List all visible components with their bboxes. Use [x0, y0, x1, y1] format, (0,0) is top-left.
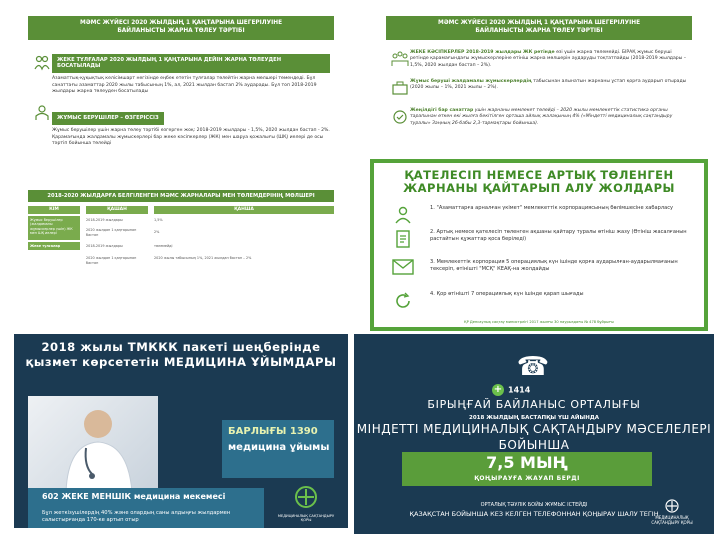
refund-step-3 [388, 259, 694, 281]
table-cell: 2018-2019 жылдары [86, 244, 123, 248]
refund-step-text: 4. Қор өтінішті 7 операциялық күн ішінде қарап шығады [430, 291, 584, 297]
fund-logo-text: МЕДИЦИНАЛЫҚ САҚТАНДЫРУ ҚОРЫ [651, 515, 693, 525]
slide-refund-ways[interactable] [370, 159, 708, 331]
total-label: медицина ұйымы [228, 442, 330, 453]
refund-step-text: 3. Мемлекеттік корпорация 5 операциялық күн ішінде қорға аударылған-аударылмағанын тексеріп, өтінішті "МСҚ" КЕАҚ-на жолдайды [430, 259, 678, 273]
slide-medical-organizations[interactable] [14, 334, 348, 528]
free-call-text: ҚАЗАҚСТАН БОЙЫНША КЕЗ КЕЛГЕН ТЕЛЕФОННАН ҚОҢЫРАУ ШАЛУ ТЕГІН [409, 510, 659, 518]
slide-header: МӘМС ЖҮЙЕСІ 2020 ЖЫЛДЫҢ 1 ҚАҢТАРЫНА ШЕГЕРІЛУІНЕ БАЙЛАНЫСТЫ ЖАРНА ТӨЛЕУ ТӘРТІБІ [386, 16, 692, 40]
entrepreneurs-lead: ЖЕКЕ КӘСІПКЕРЛЕР 2018-2019 жылдары ЖК ретінде [410, 49, 555, 55]
private-box [28, 488, 264, 528]
hotline-number-text: 1414 [508, 385, 531, 395]
contact-center-title: БІРЫҢҒАЙ БАЙЛАНЫС ОРТАЛЫҒЫ [427, 398, 641, 411]
employers-title: ЖҰМЫС БЕРУШІЛЕР – ӨЗГЕРІССІЗ [52, 112, 164, 125]
table-cell: 1,5% [154, 218, 163, 222]
refund-step-2 [388, 229, 694, 251]
table-cell: 2020 жылы табысының 1%, 2021 жылдан бастап – 2% [154, 256, 252, 260]
calls-label: ҚОҢЫРАУҒА ЖАУАП БЕРДІ [474, 475, 580, 482]
person-icon [388, 205, 418, 227]
doctor-image [28, 396, 158, 492]
entrepreneurs-text: өзі үшін жарна төлемейді. БІРАҚ жұмыс беруші ретінде қарамағындағы жұмыскерлеріне өтініш жарна мөлшерін аударуды тоқтатпайды (2018-2019 жылдары – 1,5%, 2020 жылдан бастап – 2%). [410, 49, 687, 68]
slide-contribution-order-1[interactable] [14, 2, 348, 160]
slide-contribution-order-2[interactable] [372, 2, 706, 160]
fund-logo [276, 484, 336, 524]
calls-value: 7,5 МЫҢ [486, 453, 568, 472]
employers-text: Жұмыс берушілер үшін жарна төлеу тәртібі өзгерген жоқ: 2018-2019 жылдары - 1,5%, 2020 жылдан бастап - 2%. Қарамағында жалдамалы жұмыскерлері бар жеке кәсіпкерлер (ЖК) мен шаруа қожалығы (ШҚ) иелері де осы тәртіп бойынша төлейді [52, 127, 330, 147]
table-cell: 2% [154, 230, 160, 234]
total-count: БАРЛЫҒЫ 1390 [228, 426, 318, 437]
table-title: 2018-2020 ЖЫЛДАРҒА БЕЛГІЛЕНГЕН МӘМС ЖАРНАЛАРЫ МЕН ТӨЛЕМДЕРІНІҢ МӨЛШЕРІ [28, 190, 334, 202]
col-header-when: ҚАШАН [86, 206, 148, 214]
hotline-number [492, 384, 530, 396]
total-box [222, 420, 334, 478]
mail-icon [388, 259, 418, 281]
table-cell: төлемейді [154, 244, 173, 248]
table-cell: 2020 жылдан 1 қаңтарынан бастап [86, 228, 137, 238]
period-text: 2018 ЖЫЛДЫҢ БАСТАПҚЫ ҮШ АЙЫНДА [469, 415, 599, 421]
calls-box [402, 452, 652, 486]
who-employers: Жұмыс берушілер (жалдамалы жұмыскерлер үшін) ЖК мен ШҚ иелері [28, 216, 80, 240]
refund-step-text: 1. "Азаматтарға арналған үкімет" мемлекеттік корпорациясының бөлімшесіне хабарласу [430, 205, 674, 211]
people-icon [32, 54, 52, 96]
privileged-text: үшін жарнаны мемлекет төлейді – 2020 жылы мемлекеттік статистика органы тарапынан өткен екі жылға бекітілген орташа айлық жалақының 4% («Міндетті медициналық сақтандыру туралы» Заңның 26-бабы 2,3-тармақтары бойынша). [410, 107, 673, 126]
slide-header: МӘМС ЖҮЙЕСІ 2020 ЖЫЛДЫҢ 1 ҚАҢТАРЫНА ШЕГЕРІЛУІНЕ БАЙЛАНЫСТЫ ЖАРНА ТӨЛЕУ ТӘРТІБІ [28, 16, 334, 40]
organizations-title: 2018 жылы ТМККК пакеті шеңберінде қызмет көрсететін МЕДИЦИНА ҰЙЫМДАРЫ [25, 340, 337, 370]
private-count: 602 ЖЕКЕ МЕНШІК медицина мекемесі [42, 492, 226, 501]
who-individuals: Жеке тұлғалар [28, 242, 80, 250]
privileged-lead: Жеңілдігі бар санаттар [410, 107, 474, 113]
slide-contribution-table[interactable] [14, 186, 348, 320]
col-header-how-much: ҚАНША [154, 206, 334, 214]
table-cell: 2020 жылдан 1 қаңтарынан бастап [86, 256, 137, 266]
refresh-icon [388, 291, 418, 313]
refund-step-text: 2. Артық немесе қателесіп төленген ақшаны қайтару туралы өтініш жазу (Өтініш жасалғанын растайтын құжаттар қоса беріледі) [430, 229, 687, 243]
employers-text: табысынан алынатын жарнаны ұстап қорға аударып отырады (2020 жылы – 1%, 2021 жылы – 2%). [410, 78, 687, 91]
table-cell: 2018-2019 жылдары [86, 218, 123, 222]
refund-title: ҚАТЕЛЕСІП НЕМЕСЕ АРТЫҚ ТӨЛЕНГЕН ЖАРНАНЫ ҚАЙТАРЫП АЛУ ЖОЛДАРЫ [403, 168, 675, 196]
refund-step-4 [388, 291, 694, 313]
benefit-icon [390, 108, 410, 131]
refund-footer: ҚР Денсаулық сақтау министрлігі 2017 жылғы 30 наурыздағы № 478 бұйрығы [464, 320, 614, 324]
refund-step-1 [388, 205, 694, 227]
individuals-text: Азаматтық-құқықтық келісімшарт негізінде еңбек ететін тұлғалар төлейтін жарна мөлшері төмендеді. Бұл санаттағы азаматтар 2020 жылы табысының 1%, ал, 2021 жылдан бастап 2% аударады. Бұл топ 2018-2019 жылдары жарна төлеуден босатылады [52, 76, 317, 95]
fund-logo [646, 498, 698, 528]
employers-lead: Жұмыс беруші жалдамалы жұмыскерлердің [410, 78, 532, 84]
fund-logo-text: МЕДИЦИНАЛЫҚ САҚТАНДЫРУ ҚОРЫ [277, 514, 335, 523]
hours-text: ОРТАЛЫҚ ТӘУЛІК БОЙЫ ЖҰМЫС ІСТЕЙДІ [480, 502, 588, 508]
private-text: Бұл жеткізушілердің 40% жәнe олардың саны алдыңғы жылдармен салыстырғанда 170-ке артып отыр [42, 510, 231, 524]
contribution-table [28, 206, 334, 320]
document-icon [388, 229, 418, 251]
slide-contact-center[interactable] [354, 334, 714, 534]
plus-icon: + [493, 384, 503, 395]
team-icon [390, 50, 410, 73]
col-header-who: КІМ [28, 206, 80, 214]
briefcase-icon [390, 79, 410, 102]
worker-icon [32, 104, 52, 148]
topic-text: МІНДЕТТІ МЕДИЦИНАЛЫҚ САҚТАНДЫРУ МӘСЕЛЕЛЕРІ БОЙЫНША [356, 422, 712, 452]
phone-icon: ☎ [516, 352, 550, 382]
individuals-title: ЖЕКЕ ТҰЛҒАЛАР 2020 ЖЫЛДЫҢ 1 ҚАҢТАРЫНА ДЕЙІН ЖАРНА ТӨЛЕУДЕН БОСАТЫЛАДЫ [52, 54, 330, 74]
